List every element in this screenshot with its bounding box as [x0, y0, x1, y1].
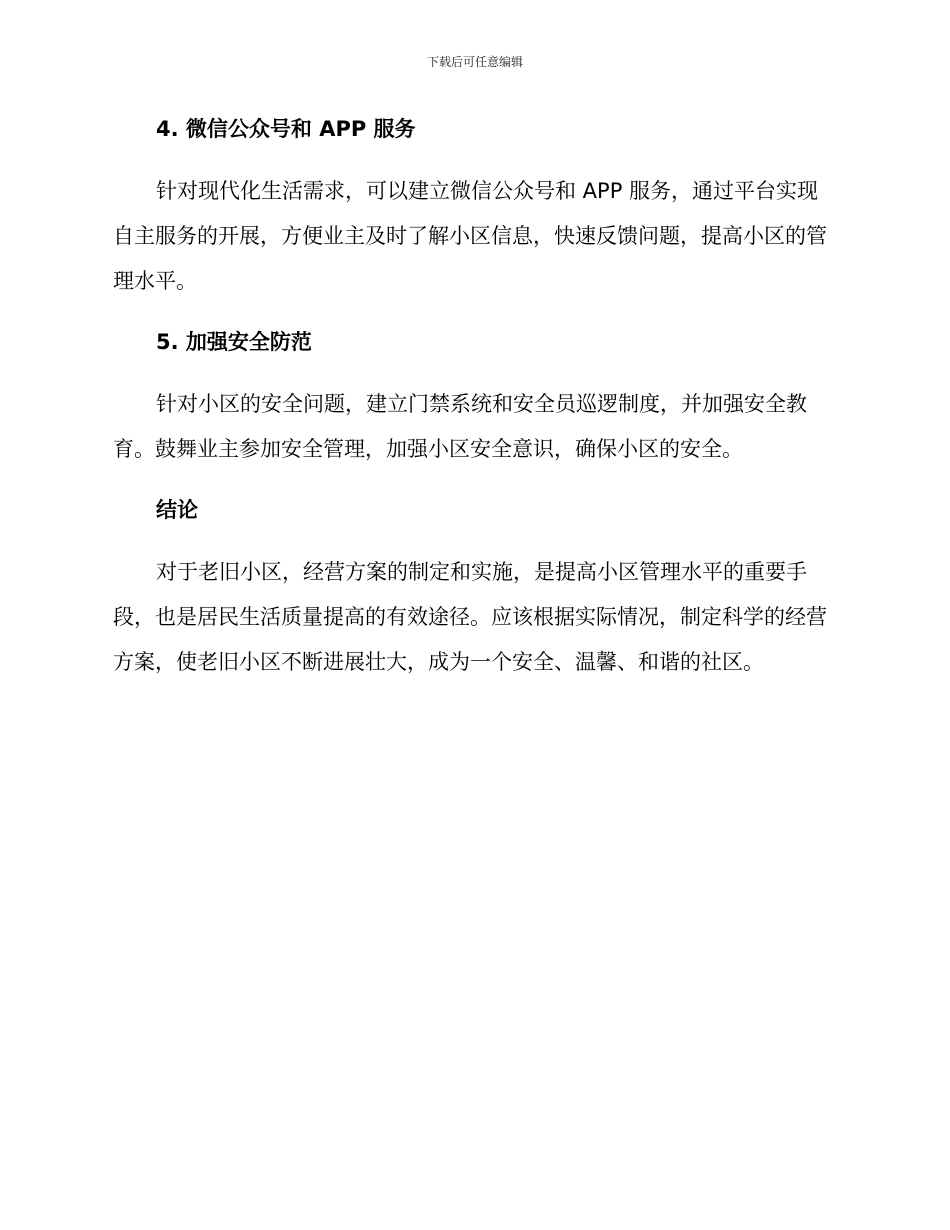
section-heading-conclusion: 结论: [156, 498, 198, 522]
page-header-note: 下载后可任意编辑: [426, 55, 523, 69]
section-heading-wechat-app: 4. 微信公众号和 APP 服务: [156, 117, 416, 141]
section-heading-security: 5. 加强安全防范: [156, 330, 312, 354]
section-body-security: 针对小区的安全问题，建立门禁系统和安全员巡逻制度，并加强安全教育。鼓舞业主参加安全管理，加强小区安全意识，确保小区的安全。: [113, 392, 807, 461]
document-body: [113, 112, 837, 685]
section-body-wechat-app: 针对现代化生活需求，可以建立微信公众号和 APP 服务，通过平台实现自主服务的开展，方便业主及时了解小区信息，快速反馈问题，提高小区的管理水平。: [113, 179, 827, 293]
section-body-conclusion: 对于老旧小区，经营方案的制定和实施，是提高小区管理水平的重要手段，也是居民生活质量提高的有效途径。应该根据实际情况，制定科学的经营方案，使老旧小区不断进展壮大，成为一个安全、温馨、和谐的社区。: [113, 560, 827, 674]
